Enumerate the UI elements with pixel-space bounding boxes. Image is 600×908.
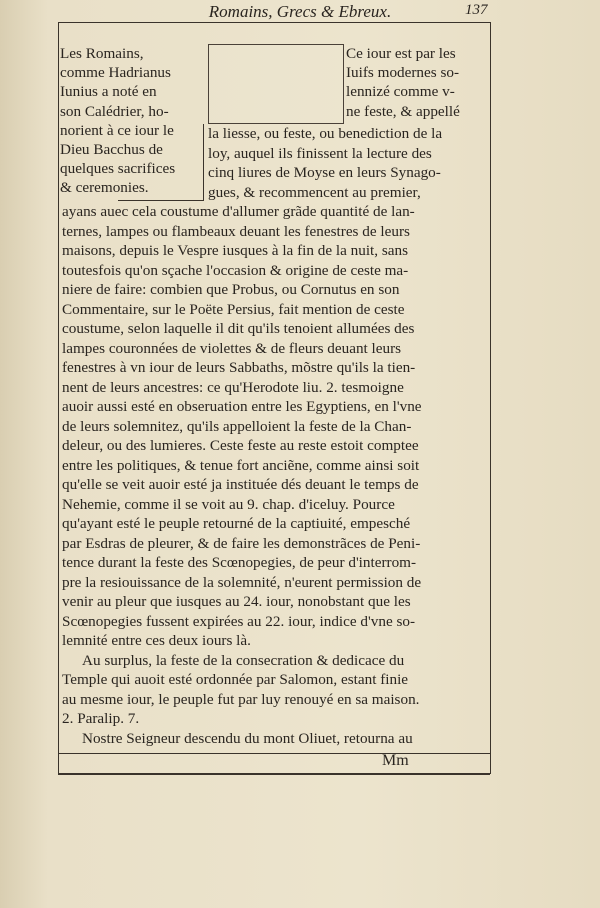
- text-line: Au surplus, la feste de la consecration & dedicace du: [82, 651, 405, 669]
- footer-rule: [58, 753, 490, 754]
- text-line: loy, auquel ils finissent la lecture des: [208, 144, 432, 162]
- text-line: qu'elle se veit auoir esté ja instituée dés deuant le temps de: [62, 476, 419, 493]
- page-number: 137: [465, 2, 488, 18]
- text-line: auoir aussi esté en obseruation entre les Egyptiens, en l'vne: [62, 398, 422, 415]
- side-note-line: quelques sacrifices: [60, 160, 176, 178]
- text-line: gues, & recommencent au premier,: [208, 183, 421, 201]
- side-note-line: Dieu Bacchus de: [60, 141, 163, 159]
- text-line: ayans auec cela coustume d'allumer grãde quantité de lan-: [62, 203, 415, 220]
- running-head: Romains, Grecs & Ebreux.: [208, 2, 392, 21]
- box-right-line: lennizé comme v-: [346, 83, 455, 101]
- text-line: lampes couronnées de violettes & de fleurs deuant leurs: [62, 339, 402, 357]
- text-line: par Esdras de pleurer, & de faire les demonstrãces de Peni-: [62, 534, 421, 552]
- text-line: qu'ayant esté le peuple retourné de la captiuité, empesché: [62, 515, 411, 532]
- text-line: 2. Paralip. 7.: [62, 710, 140, 727]
- box-right-text: [346, 44, 488, 121]
- text-line: ternes, lampes ou flambeaux deuant les fenestres de leurs: [62, 222, 410, 240]
- text-line: Temple qui auoit esté ordonnée par Salomon, estant finie: [62, 671, 409, 688]
- frame-rule-right: [490, 22, 491, 774]
- side-note-line: & ceremonies.: [60, 179, 149, 197]
- side-note-line: comme Hadrianus: [60, 64, 171, 82]
- text-line: de leurs solemnitez, qu'ils appelloient la feste de la Chan-: [62, 417, 412, 435]
- text-line: maisons, depuis le Vespre iusques à la fin de la nuit, sans: [62, 242, 409, 259]
- signature-mark: Mm: [382, 752, 409, 769]
- text-line: tence durant la feste des Scœnopegies, de peur d'interrom-: [62, 554, 417, 571]
- text-line: cinq liures de Moyse en leurs Synago-: [208, 164, 441, 181]
- box-right-line: Ce iour est par les: [346, 45, 456, 62]
- frame-rule-left: [58, 22, 59, 774]
- text-line: niere de faire: combien que Probus, ou Cornutus en son: [62, 281, 400, 298]
- text-line: coustume, selon laquelle il dit qu'ils tenoient allumées des: [62, 320, 415, 337]
- box-right-line: Iuifs modernes so-: [346, 64, 460, 82]
- text-line: Commentaire, sur le Poëte Persius, fait mention de ceste: [62, 300, 405, 318]
- side-note-line: norient à ce iour le: [60, 121, 174, 139]
- body-text: [62, 124, 488, 748]
- text-line: Scœnopegies fussent expirées au 22. iour, indice d'vne so-: [62, 612, 416, 630]
- text-line: Nostre Seigneur descendu du mont Oliuet, retourna au: [82, 729, 413, 747]
- text-line: lemnité entre ces deux iours là.: [62, 632, 251, 649]
- side-note-line: son Calédrier, ho-: [60, 102, 169, 120]
- text-line: au mesme iour, le peuple fut par luy renouyé en sa maison.: [62, 690, 420, 708]
- footer-rule-double: [58, 773, 490, 775]
- side-note-line: Iunius a noté en: [60, 83, 157, 101]
- text-line: fenestres à vn iour de leurs Sabbaths, mõstre qu'ils la tien-: [62, 359, 416, 376]
- text-line: pre la resiouissance de la solemnité, n'eurent permission de: [62, 573, 422, 591]
- text-line: nent de leurs ancestres: ce qu'Herodote liu. 2. tesmoigne: [62, 378, 404, 396]
- text-line: entre les politiques, & tenue fort anciẽne, comme ainsi soit: [62, 456, 420, 474]
- text-line: toutesfois qu'on sçache l'occasion & origine de ceste ma-: [62, 261, 409, 279]
- text-line: la liesse, ou feste, ou benediction de la: [208, 125, 443, 142]
- inset-box: [208, 44, 344, 124]
- text-line: deleur, ou des lumieres. Ceste feste au reste estoit comptee: [62, 437, 419, 454]
- box-right-line: ne feste, & appellé: [346, 102, 460, 120]
- header-rule: [58, 22, 490, 23]
- text-line: venir au pleur que iusques au 24. iour, nonobstant que les: [62, 593, 411, 610]
- text-line: Nehemie, comme il se voit au 9. chap. d'iceluy. Pource: [62, 495, 395, 513]
- side-note-line: Les Romains,: [60, 45, 144, 62]
